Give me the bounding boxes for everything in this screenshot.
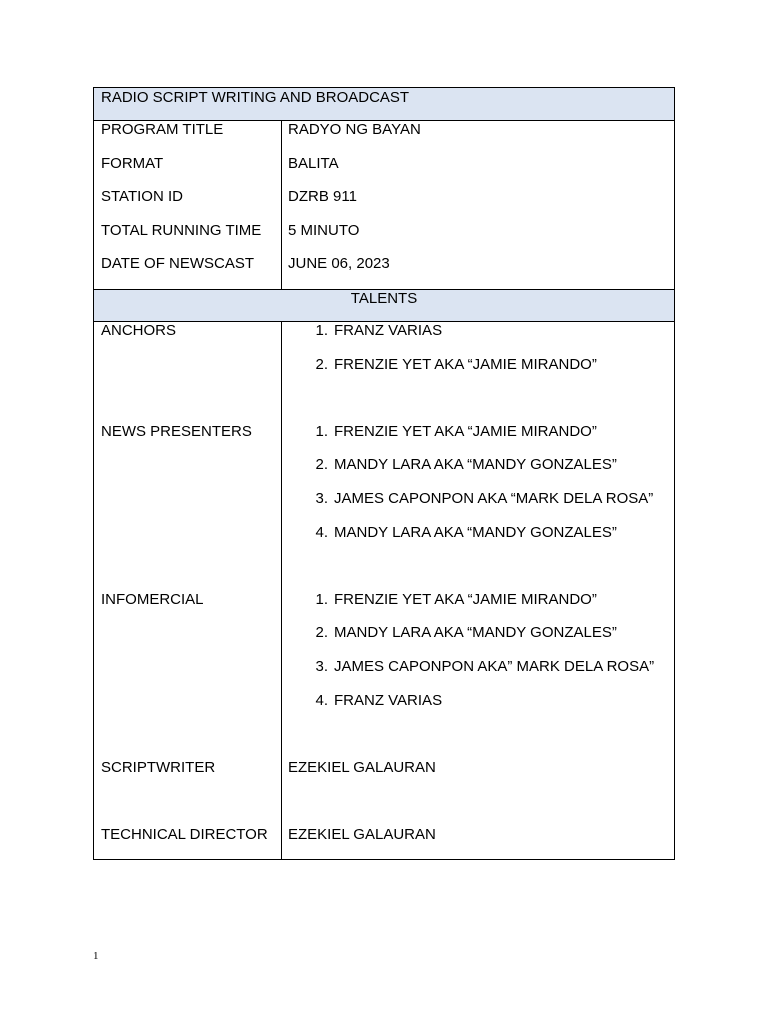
script-info-table [93, 87, 675, 860]
talent-roles [94, 322, 282, 860]
station-id-value: DZRB 911 [288, 188, 357, 206]
talents-heading: TALENTS [350, 289, 418, 307]
info-values [282, 121, 674, 289]
table-title: RADIO SCRIPT WRITING AND BROADCAST [101, 89, 410, 106]
list-item: 2. MANDY LARA AKA “MANDY GONZALES” [315, 456, 617, 474]
scriptwriter-value: EZEKIEL GALAURAN [288, 758, 436, 776]
infomercial-label: INFOMERCIAL [101, 590, 204, 608]
newscast-date-value: JUNE 06, 2023 [288, 255, 390, 273]
format-value: BALITA [288, 154, 339, 172]
list-item: 1. FRANZ VARIAS [315, 321, 443, 339]
technical-director-label: TECHNICAL DIRECTOR [101, 825, 268, 843]
talents-section [94, 322, 674, 860]
table-header [94, 88, 674, 121]
info-section [94, 121, 674, 289]
technical-director-value: EZEKIEL GALAURAN [288, 825, 436, 843]
list-item: 3. JAMES CAPONPON AKA “MARK DELA ROSA” [315, 489, 654, 507]
page-number: 1 [93, 950, 99, 962]
list-item: 2. FRENZIE YET AKA “JAMIE MIRANDO” [315, 355, 597, 373]
talents-header [94, 289, 674, 322]
list-item: 4. MANDY LARA AKA “MANDY GONZALES” [315, 523, 617, 541]
list-item: 2. MANDY LARA AKA “MANDY GONZALES” [315, 624, 617, 642]
list-item: 1. FRENZIE YET AKA “JAMIE MIRANDO” [315, 590, 597, 608]
program-title-label: PROGRAM TITLE [101, 121, 224, 138]
anchors-label: ANCHORS [101, 321, 177, 339]
station-id-label: STATION ID [101, 188, 183, 206]
news-presenters-label: NEWS PRESENTERS [101, 422, 252, 440]
running-time-value: 5 MINUTO [288, 221, 360, 239]
running-time-label: TOTAL RUNNING TIME [101, 221, 262, 239]
newscast-date-label: DATE OF NEWSCAST [101, 255, 255, 273]
list-item: 1. FRENZIE YET AKA “JAMIE MIRANDO” [315, 422, 597, 440]
list-item: 4. FRANZ VARIAS [315, 691, 443, 709]
program-title-value: RADYO NG BAYAN [288, 121, 421, 138]
format-label: FORMAT [101, 154, 164, 172]
info-labels [94, 121, 282, 289]
talent-names [282, 322, 674, 860]
scriptwriter-label: SCRIPTWRITER [101, 758, 216, 776]
list-item: 3. JAMES CAPONPON AKA” MARK DELA ROSA” [315, 657, 655, 675]
